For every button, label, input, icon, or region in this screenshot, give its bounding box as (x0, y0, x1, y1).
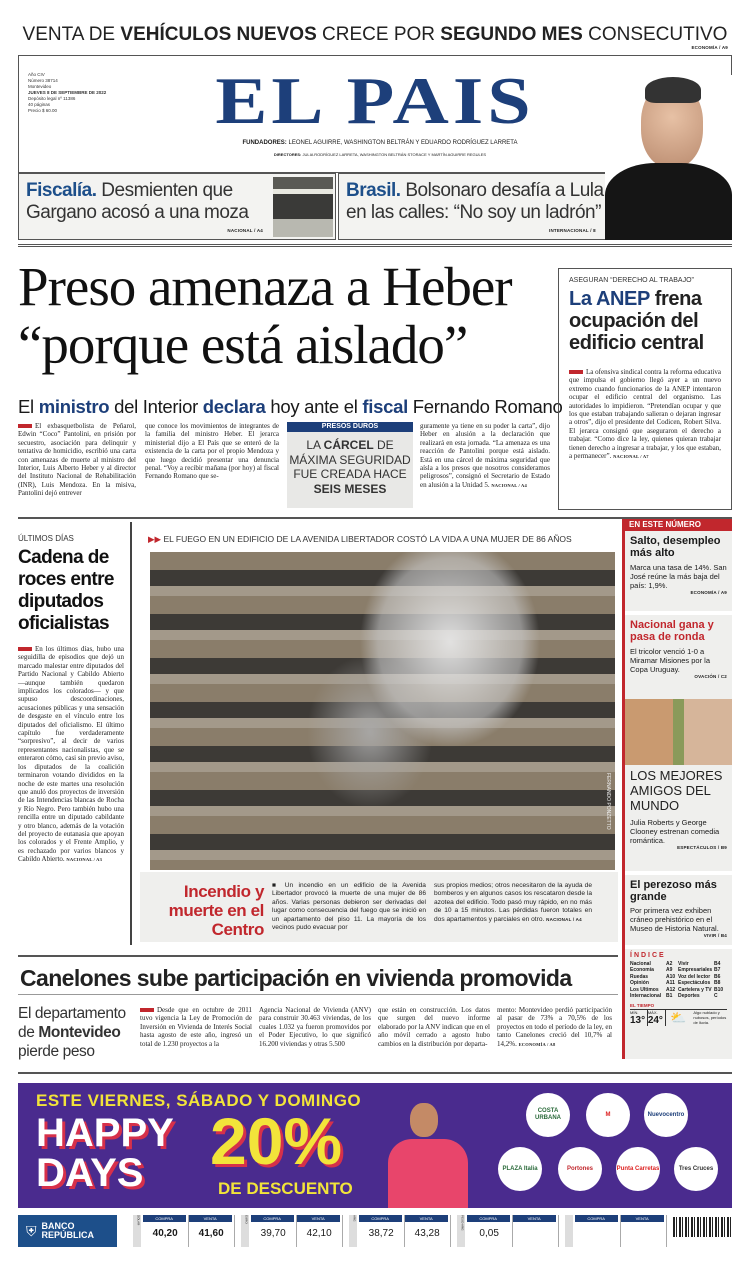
sidebar-item-title: Nacional gana y pasa de ronda (630, 619, 714, 643)
box-bold: CÁRCEL (323, 438, 374, 452)
mall-logo: PLAZA Italia (498, 1147, 542, 1191)
divider (18, 1072, 732, 1074)
sidebar (622, 519, 732, 1059)
index-page: A2 (666, 961, 673, 967)
fire-text: sus propios medios; otros necesitaron de la ayuda de bomberos y en algunos casos los rescataron desde la azotea del edificio. Todo pasó muy rápido, en no más de 10 a 15 minutos. Las pérdidas fueron totales en dos apartamentos y parciales en otro. (434, 882, 592, 923)
currency-name: DÓLAR (133, 1215, 141, 1247)
meta-line: Año CIV (28, 72, 45, 77)
mall-logo: Nuevocentro (644, 1093, 688, 1137)
section-ref: INTERNACIONAL / 8 (549, 228, 596, 233)
currency-header: VENTA (297, 1215, 340, 1222)
weather-min: 13° (630, 1015, 646, 1027)
top-headline-text: CONSECUTIVO (582, 24, 728, 45)
index-page: B8 (714, 980, 721, 987)
lead-deck (18, 396, 563, 418)
meta-line: 40 páginas (28, 102, 51, 107)
meta-line: Número 38714 (28, 78, 58, 83)
sidebar-item-text: El tricolor venció 1-0 a Miramar Misiones por la Copa Uruguay. (630, 647, 711, 674)
currency-name: ARG (349, 1215, 357, 1247)
lead-col (18, 422, 136, 498)
currency-header: COMPRA (251, 1215, 294, 1222)
section-ref: ECONOMÍA / A9 (690, 590, 727, 595)
box-text: FUE CREADA HACE (293, 467, 407, 481)
section-ref: ESPECTÁCULOS / B9 (677, 845, 727, 850)
top-headline[interactable] (0, 24, 750, 46)
currency-buy: 40,20 (152, 1228, 178, 1239)
anep-story[interactable] (558, 268, 732, 510)
weather-max: 24° (647, 1015, 663, 1027)
currency-name (565, 1215, 573, 1247)
barcode (673, 1217, 732, 1237)
section-ref: NACIONAL / A4 (227, 228, 263, 233)
section-ref: OVACIÓN / C2 (694, 674, 727, 679)
ad-discount-label: DE DESCUENTO (218, 1179, 353, 1198)
box-bold: SEIS MESES (313, 481, 387, 496)
bolsonaro-photo (605, 75, 732, 240)
ad-model-photo (380, 1103, 480, 1208)
mall-logo: Portones (558, 1147, 602, 1191)
sidebar-item[interactable] (625, 765, 732, 875)
canelones-col: que están en construcción. Los datos que surgen del nuevo informe elaborado por la ANV indican que en el año móvil cerrado a agosto hubo cambios en la distribución por departa- (378, 1006, 490, 1048)
ad-word: DAYS (36, 1151, 144, 1195)
founders-label: FUNDADORES: (242, 140, 287, 146)
currency-sell: 42,10 (306, 1228, 332, 1239)
lead-col: que conoce los movimientos de integrantes de la familia del ministro Heber. El jerarca ministerial dijo a El País que se enteró de la existencia de la carta por el propio Mendoza y que luego decidió presentar una denuncia penal. “Voy a recibir mañana (por hoy) al fiscal Fernando Romano que se- (145, 422, 279, 481)
lead-text: guramente ya tiene en su poder la carta”, dijo Heber en alusión a la declaración que realizará en esta jornada. “La amenaza es una reacción de Pantolini porque está aislado. Está en una cárcel de máxima seguridad que aísla a los presos que nosotros consideramos peligrosos”, consignó el Secretario de Estado en alusión a la Unidad 5. (420, 422, 550, 489)
currency-buy (575, 1222, 620, 1228)
top-headline-text: CRECE POR (316, 24, 441, 45)
meta-line: Precio $ 60.00 (28, 108, 58, 113)
currency-buy: 39,70 (260, 1228, 286, 1239)
index-section: Economía (630, 967, 654, 974)
sidebar-item-text: Por primera vez exhiben cráneo prehistórico en el Museo de Historia Natural. (630, 906, 719, 933)
fire-caption[interactable]: Incendio y muerte en el Centro ■ Un incendio en un edificio de la Avenida Libertador provocó la muerte de una mujer de 86 años. Varias personas debieron ser derivadas del lugar como consecuencia del fuego que se inició en un apartamento del piso 11. La mayoría de los vecinos pudo evacuar por sus propios medios; otros necesitaron de la ayuda de bomberos y en algunos casos los rescataron desde la azotea del edificio. Todo pasó muy rápido, en no más de 10 a 15 minutos. Las pérdidas fueron totales en dos apartamentos y parciales en otro. NACIONAL / A4 (140, 872, 618, 942)
story-title-bold: La ANEP (569, 288, 650, 310)
currency-header: COMPRA (467, 1215, 510, 1222)
meta-line: JUEVES 8 DE SEPTIEMBRE DE 2022 (28, 90, 107, 95)
bank-logo (18, 1215, 117, 1247)
canelones-text: Desde que en octubre de 2011 tuvo vigencia la Ley de Promoción de Inversión en Vivienda de Interés Social hasta agosto de este año, ingresó un total de 1.230 proyectos a la (140, 1006, 252, 1048)
index-page: C (714, 993, 718, 1000)
left-story[interactable] (18, 522, 132, 945)
sidebar-item[interactable] (625, 615, 732, 699)
currency-buy: 0,05 (479, 1228, 499, 1239)
currency-bar (18, 1215, 732, 1247)
canelones-col: Agencia Nacional de Vivienda (ANV) para construir 30.463 viviendas, de los cuales 1.032 ya fueron promovidos por el Poder Ejecutivo, lo que significó 16.200 viviendas y otras 5.500 (259, 1006, 371, 1048)
fire-title: Incendio y muerte en el Centro (168, 882, 264, 939)
top-headline-text: VENTA DE (22, 24, 121, 45)
index-page: B7 (714, 967, 721, 974)
story-title: frena ocupación del edificio central (569, 288, 704, 354)
story-kicker: ÚLTIMOS DÍAS (18, 534, 74, 543)
teaser-text: Desmienten que Gargano acosó a una moza (26, 180, 249, 223)
index-section: Deportes (678, 993, 700, 1000)
fire-text: Un incendio en un edificio de la Avenida Libertador provocó la muerte de una mujer de 86 años. Varias personas debieron ser derivadas del lugar como consecuencia del fuego que se inició en un apartamento del piso 11. La mayoría de los vecinos pudo evacuar por (272, 882, 426, 932)
sidebar-header: EN ESTE NÚMERO (625, 519, 732, 531)
directors-label: DIRECTORES: (273, 152, 302, 157)
sidebar-item-title-bold: LOS MEJORES AMIGOS (630, 768, 723, 798)
sidebar-item-text: Marca una tasa de 14%. San José reúne la más baja del país: 1,9%. (630, 563, 727, 590)
section-ref: NACIONAL / A7 (613, 454, 649, 460)
index-section: Ruedas (630, 973, 649, 980)
currency-sell (513, 1222, 558, 1228)
logo[interactable]: EL PAIS (215, 63, 535, 138)
index-section: Empresariales (678, 967, 713, 974)
deck-segment: hoy ante el (265, 396, 363, 417)
directors (160, 152, 600, 157)
story-kicker: ASEGURAN “DERECHO AL TRABAJO” (569, 277, 694, 284)
arrow-icon: ▶▶ (148, 534, 164, 544)
section-ref: NACIONAL / A4 (546, 916, 582, 922)
sidebar-item[interactable] (625, 531, 732, 615)
currency-header: VENTA (405, 1215, 448, 1222)
currency-name: EURO (241, 1215, 249, 1247)
weather-label: EL TIEMPO (630, 1003, 655, 1009)
canelones-text: mento: Montevideo perdió participación al pasar de 73% a 70,5% de los proyectos en todo el período de la ley, en tanto Canelones creció del 10,7% al 14,2%. (497, 1006, 612, 1048)
ad-dates: ESTE VIERNES, SÁBADO Y DOMINGO (36, 1091, 362, 1110)
clooney-roberts-photo (625, 699, 732, 765)
teaser-photo (273, 177, 333, 237)
meta-line: Montevideo (28, 84, 52, 89)
deck-text: pierde peso (18, 1043, 95, 1060)
index-section: Voz del lector (678, 973, 711, 980)
currency-buy: 38,72 (368, 1228, 394, 1239)
index-page: A10 (666, 973, 676, 980)
index-section: Los Ultimos (630, 986, 659, 993)
deck-segment: del Interior (109, 396, 203, 417)
box-text: DE (373, 438, 394, 452)
index-section: Internacional (630, 993, 662, 1000)
weather-max-label: MÁX. (647, 1010, 658, 1016)
currency-group (349, 1215, 451, 1247)
section-ref: NACIONAL / A3 (66, 857, 103, 863)
currency-group (457, 1215, 559, 1247)
top-headline-bold: VEHÍCULOS NUEVOS (120, 24, 317, 45)
deck-segment: ministro (38, 396, 110, 417)
directors-names: JULIA RODRÍGUEZ LARRETA, WASHINGTON BELTRÁN STORACE Y MARTÍN AGUIRRE REGULES (302, 152, 487, 157)
deck-segment: El (18, 396, 39, 417)
story-body: La ofensiva sindical contra la reforma educativa que impulsa el gobierno llegó ayer a un nuevo extremo cuando funcionarios de la ANEP intentaron ocupar el edificio central del organismo. Las autoridades lo impidieron. “Pretendían ocupar y que los que estaban trabajando salieran o dejaran ingresar a otros”, dijo el presidente del Codicen, Robert Silva. El jerarca consignó que aseguraron el derecho a trabajar. “Como dice la ley, quienes quieran trabajar tienen derecho a ingresar a trabajar, y los que estaban, a permanecer”. (569, 368, 721, 461)
deck-bold: Montevideo (38, 1024, 121, 1041)
teaser-text: Bolsonaro desafía a Lula en las calles: “No soy un ladrón” (346, 180, 604, 223)
currency-header: COMPRA (359, 1215, 402, 1222)
index-page: B1 (666, 993, 673, 1000)
lead-text: El exbasquetbolista de Peñarol, Edwin “Coco” Pantolini, en prisión por secuestro, asociación para delinquir y tentativa de homicidio, escribió una carta con amenazas de muerte al ministro del Interior, Luis Alberto Heber y al director del Instituto Nacional de Rehabilitación (INR), Luis Mendoza. En la misiva, Pantolini dejó entrever (18, 422, 136, 498)
box-label: PRESOS DUROS (287, 422, 413, 432)
deck-segment: Fernando Romano (407, 396, 563, 417)
weather-min-label: MÍN. (630, 1010, 639, 1016)
currency-header: COMPRA (575, 1215, 618, 1222)
canelones-col (140, 1006, 252, 1048)
mall-logo: Punta Carretas (616, 1147, 660, 1191)
currency-group (565, 1215, 667, 1247)
section-ref: VIVIR / B4 (703, 933, 727, 938)
edition-meta (28, 72, 108, 114)
sidebar-item-title: El perezoso más grande (630, 879, 717, 903)
index-table (630, 961, 727, 999)
currency-header: VENTA (513, 1215, 556, 1222)
happy-days-ad[interactable] (18, 1083, 732, 1208)
mall-logo: M (586, 1093, 630, 1137)
photo-credit: FERNANDO PONZETTO (605, 773, 611, 830)
fire-kicker (148, 534, 618, 545)
story-title: Cadena de roces entre diputados oficialistas (18, 547, 114, 634)
canelones-col (497, 1006, 612, 1049)
deck-text: El departamento de (18, 1005, 126, 1041)
deck-segment: fiscal (362, 396, 408, 417)
section-ref: NACIONAL / A4 (491, 482, 527, 488)
kicker-text: EL FUEGO EN UN EDIFICIO DE LA AVENIDA LIBERTADOR COSTÓ LA VIDA A UNA MUJER DE 86 AÑOS (163, 534, 572, 544)
currency-header: VENTA (621, 1215, 664, 1222)
ad-word: HAPPY (36, 1111, 174, 1155)
index-section: Nacional (630, 961, 651, 967)
index-page: A9 (666, 967, 673, 974)
currency-table (133, 1215, 673, 1247)
lead-headline[interactable] (18, 258, 558, 374)
currency-group (241, 1215, 343, 1247)
box-text: LA (306, 438, 324, 452)
index-section: Cartelera y TV (678, 986, 712, 993)
partly-cloudy-icon: ⛅ (670, 1010, 687, 1026)
canelones-deck (18, 1004, 136, 1061)
index-page: A12 (666, 986, 676, 993)
lead-headline-line: “porque está aislado” (18, 314, 468, 375)
currency-header: COMPRA (143, 1215, 186, 1222)
ad-happy-days (36, 1113, 174, 1193)
teaser-fiscalia[interactable] (18, 173, 336, 240)
deck-segment: declara (202, 396, 266, 417)
weather (630, 1009, 727, 1026)
mall-logo: Tres Cruces (674, 1147, 718, 1191)
index-title: ÍNDICE (630, 952, 666, 959)
index-page: B10 (714, 986, 724, 993)
mall-logo: COSTA URBANA (526, 1093, 570, 1137)
index-page: A11 (666, 980, 675, 987)
meta-line: Depósito legal nº 11386 (28, 96, 76, 101)
sidebar-item-title: Salto, desempleo más alto (630, 535, 721, 559)
teaser-kicker: Fiscalía. (26, 180, 97, 201)
currency-sell: 41,60 (198, 1228, 224, 1239)
top-headline-bold: SEGUNDO MES (440, 24, 583, 45)
story-body: En los últimos días, hubo una seguidilla de episodios que dejó un marcado malestar entre diputados del Partido Nacional y Cabildo Abierto —aunque también quedaron implicados los colorados— y que supuso descoordinaciones, acusaciones públicas y una sensación de desgaste en el vínculo entre los diputados del oficialismo. El último capítulo fue verdaderamente “sorpresivo”, al decir de varios representantes nacionalistas, que se enteraron cómo, casi sin previo aviso, los diputados de la coalición terminaron votando divididos en la noche de este martes una resolución que anuló dos proyectos de inversión de las Intendencias blancas de Rocha y Río Negro. Pero también hubo una rencilla entre un diputado cabildante y otro blanco, además de la votación del proyecto de eutanasia que apoyan los colorados y el Frente Amplio, y es rechazado por varios blancos y Cabildo Abierto. (18, 645, 124, 864)
sidebar-item-title: DEL MUNDO (630, 783, 711, 813)
index-page: B6 (714, 973, 721, 980)
currency-sell: 43,28 (414, 1228, 440, 1239)
presos-duros-box (287, 422, 413, 508)
founders-names: LEONEL AGUIRRE, WASHINGTON BELTRÁN Y EDUARDO RODRÍGUEZ LARRETA (288, 140, 518, 146)
bank-name: BANCO REPÚBLICA (41, 1221, 95, 1240)
fire-photo[interactable] (150, 552, 615, 870)
lead-headline-line: Preso amenaza a Heber (18, 256, 512, 317)
currency-header: VENTA (189, 1215, 232, 1222)
currency-sell (621, 1222, 666, 1228)
lead-col (420, 422, 550, 490)
index-page: B4 (714, 961, 721, 967)
section-ref: ECONOMÍA / A9 (691, 45, 728, 50)
founders (160, 140, 600, 146)
section-ref: ECONOMÍA / A8 (518, 1041, 556, 1047)
box-text: MÁXIMA SEGURIDAD (289, 452, 411, 467)
index-section: Opinión (630, 980, 649, 987)
canelones-header[interactable] (18, 955, 618, 995)
index (625, 949, 732, 1029)
currency-name: PESO ARG (457, 1215, 465, 1247)
currency-group (133, 1215, 235, 1247)
sidebar-item-text: Julia Roberts y George Clooney estrenan comedia romántica. (630, 818, 720, 845)
ad-discount: 20% (210, 1104, 343, 1178)
index-section: Espectáculos (678, 980, 711, 987)
sidebar-item[interactable] (625, 875, 732, 949)
bank-shield-icon: ⛨ (26, 1222, 37, 1239)
canelones-title: Canelones sube participación en vivienda promovida (20, 965, 572, 991)
weather-desc: Algo nublado y nubosos, períodos de lluvia. (693, 1010, 727, 1026)
index-section: Vivir (678, 961, 689, 967)
divider (18, 244, 732, 247)
teaser-kicker: Brasil. (346, 180, 401, 201)
